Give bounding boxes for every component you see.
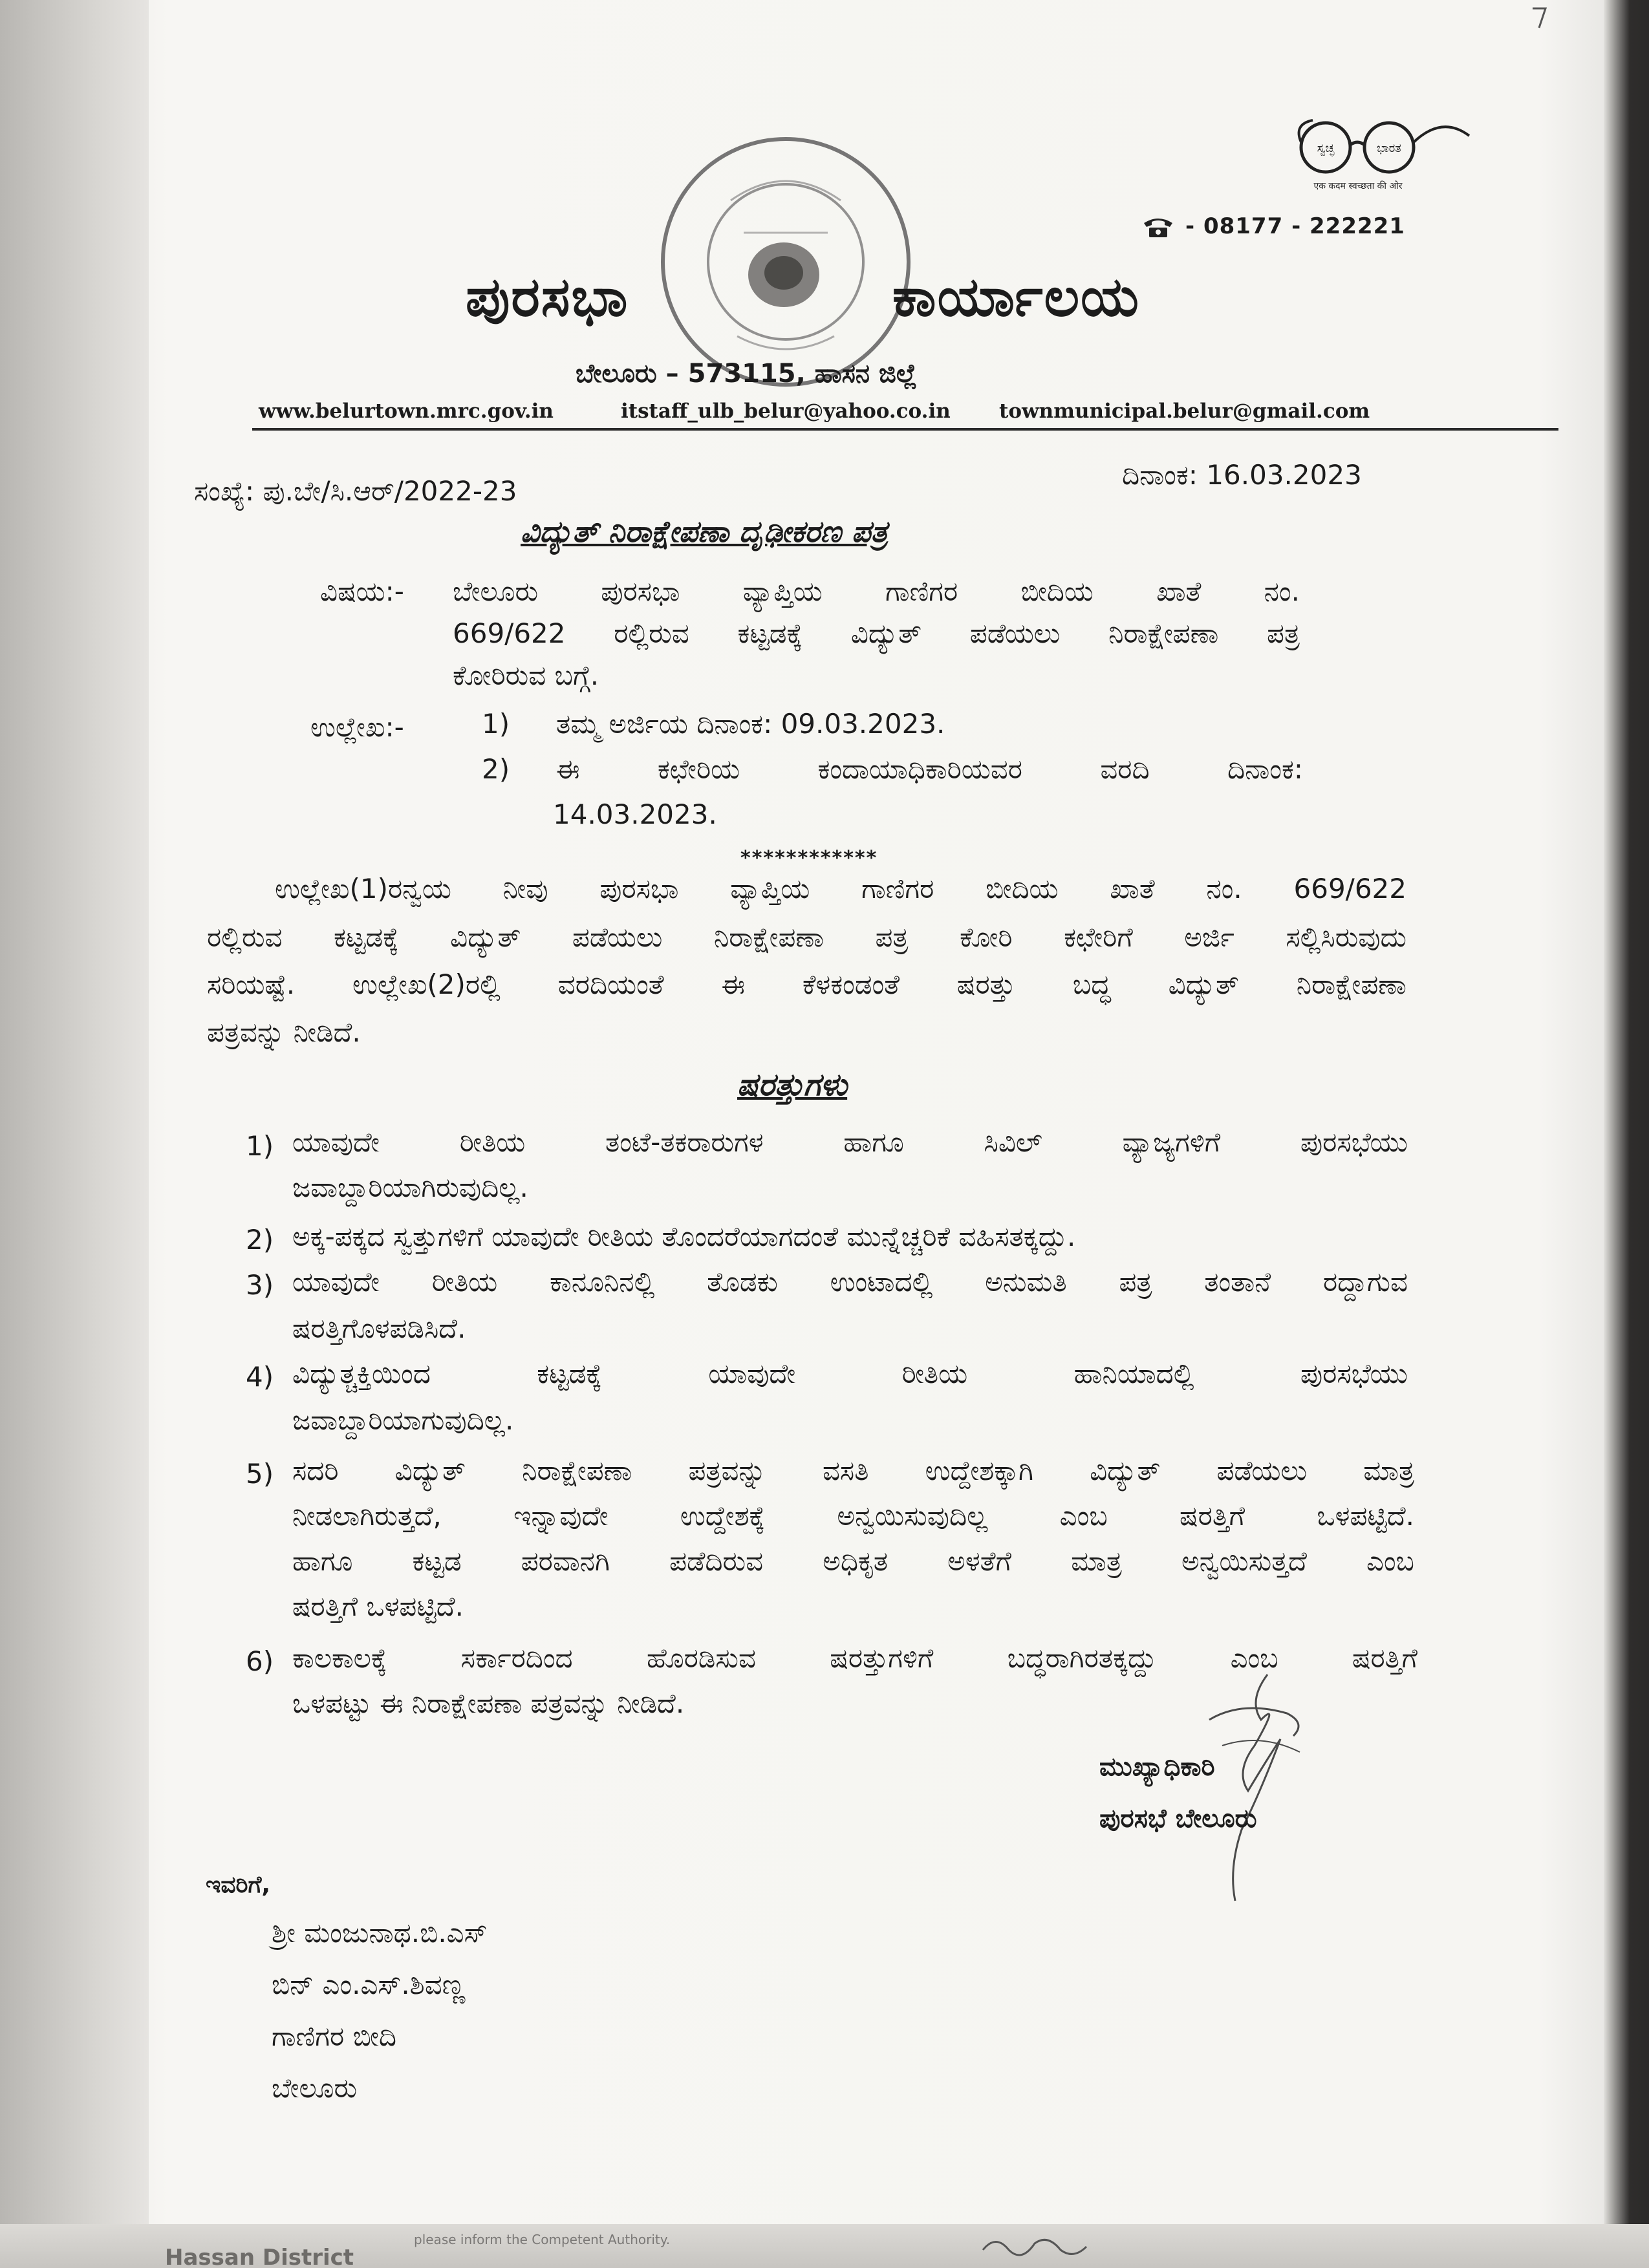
recipient-label: ಇವರಿಗೆ,	[206, 1872, 271, 1898]
condition-text: ಅಕ್ಕ-ಪಕ್ಕದ ಸ್ವತ್ತುಗಳಿಗೆ ಯಾವುದೇ ರೀತಿಯ ತೊಂದರೆಯಾಗದಂತೆ ಮುನ್ನೆಚ್ಚರಿಕೆ ವಹಿಸತಕ್ಕದ್ದು.	[292, 1221, 1076, 1252]
footer-left-text: Hassan District	[165, 2245, 354, 2268]
signatory-office: ಪುರಸಭೆ ಬೇಲೂರು	[1099, 1804, 1257, 1834]
corner-mark	[1526, 5, 1552, 31]
signatory-title: ಮುಖ್ಯಾಧಿಕಾರಿ	[1099, 1752, 1215, 1782]
reference-number: ಸಂಖ್ಯೆ: ಪು.ಬೇ/ಸಿ.ಆರ್/2022-23	[194, 475, 517, 507]
phone-number	[1141, 213, 1405, 239]
header-divider	[252, 428, 1558, 431]
condition-text: ಷರತ್ತಿಗೊಳಪಡಿಸಿದೆ.	[292, 1312, 466, 1344]
svg-text:एक कदम स्वच्छता की ओर: एक कदम स्वच्छता की ओर	[1313, 181, 1403, 191]
subject-line: ಬೇಲೂರು ಪುರಸಭಾ ವ್ಯಾಪ್ತಿಯ ಗಾಣಿಗರ ಬೀದಿಯ ಖಾತೆ ನಂ.	[453, 575, 1300, 607]
body-paragraph-line: ರಲ್ಲಿರುವ ಕಟ್ಟಡಕ್ಕೆ ವಿದ್ಯುತ್ ಪಡೆಯಲು ನಿರಾಕ್ಷೇಪಣಾ ಪತ್ರ ಕೋರಿ ಕಛೇರಿಗೆ ಅರ್ಜಿ ಸಲ್ಲಿಸಿರುವುದು	[207, 921, 1406, 953]
telephone-icon	[1141, 217, 1175, 239]
footer-scribble	[976, 2231, 1093, 2263]
condition-text: ಯಾವುದೇ ರೀತಿಯ ಕಾನೂನಿನಲ್ಲಿ ತೊಡಕು ಉಂಟಾದಲ್ಲಿ ಅನುಮತಿ ಪತ್ರ ತಂತಾನೆ ರದ್ದಾಗುವ	[292, 1266, 1408, 1298]
reference-number-1: 1)	[482, 708, 510, 740]
subject-label: ವಿಷಯ:-	[320, 575, 404, 607]
condition-number: 6)	[246, 1645, 274, 1677]
section-separator: ************	[740, 847, 878, 870]
condition-text: ವಿದ್ಯುತ್ಚಕ್ತಿಯಿಂದ ಕಟ್ಟಡಕ್ಕೆ ಯಾವುದೇ ರೀತಿಯ ಹಾನಿಯಾದಲ್ಲಿ ಪುರಸಭೆಯು	[292, 1358, 1408, 1389]
body-paragraph-line: ಪತ್ರವನ್ನು ನೀಡಿದೆ.	[207, 1016, 361, 1048]
condition-text: ಯಾವುದೇ ರೀತಿಯ ತಂಟೆ-ತಕರಾರುಗಳ ಹಾಗೂ ಸಿವಿಲ್ ವ್ಯಾಜ್ಯಗಳಿಗೆ ಪುರಸಭೆಯು	[292, 1126, 1408, 1158]
condition-number: 4)	[246, 1361, 274, 1393]
condition-text: ನೀಡಲಾಗಿರುತ್ತದೆ, ಇನ್ನಾವುದೇ ಉದ್ದೇಶಕ್ಕೆ ಅನ್ವಯಿಸುವುದಿಲ್ಲ ಎಂಬ ಷರತ್ತಿಗೆ ಒಳಪಟ್ಟಿದೆ.	[292, 1500, 1414, 1532]
reference-item: ತಮ್ಮ ಅರ್ಜಿಯ ದಿನಾಂಕ: 09.03.2023.	[556, 708, 945, 740]
email-link-1[interactable]: itstaff_ulb_belur@yahoo.co.in	[621, 400, 951, 423]
reference-number-2: 2)	[482, 753, 510, 785]
body-paragraph-line: ಉಲ್ಲೇಖ(1)ರನ್ವಯ ನೀವು ಪುರಸಭಾ ವ್ಯಾಪ್ತಿಯ ಗಾಣಿಗರ ಬೀದಿಯ ಖಾತೆ ನಂ. 669/622	[275, 873, 1406, 904]
svg-text:ಸ್ವಚ್ಛ: ಸ್ವಚ್ಛ	[1317, 142, 1335, 155]
reference-item: 14.03.2023.	[553, 798, 717, 830]
condition-text: ಷರತ್ತಿಗೆ ಒಳಪಟ್ಟಿದೆ.	[292, 1590, 464, 1622]
recipient-line: ಬೇಲೂರು	[272, 2072, 358, 2104]
condition-text: ಸದರಿ ವಿದ್ಯುತ್ ನಿರಾಕ್ಷೇಪಣಾ ಪತ್ರವನ್ನು ವಸತಿ ಉದ್ದೇಶಕ್ಕಾಗಿ ವಿದ್ಯುತ್ ಪಡೆಯಲು ಮಾತ್ರ	[292, 1455, 1414, 1486]
condition-number: 5)	[246, 1458, 274, 1490]
subject-line: 669/622 ರಲ್ಲಿರುವ ಕಟ್ಟಡಕ್ಕೆ ವಿದ್ಯುತ್ ಪಡೆಯಲು ನಿರಾಕ್ಷೇಪಣಾ ಪತ್ರ	[453, 617, 1300, 649]
condition-number: 3)	[246, 1269, 274, 1301]
email-link-2[interactable]: townmunicipal.belur@gmail.com	[999, 400, 1370, 423]
condition-text: ಕಾಲಕಾಲಕ್ಕೆ ಸರ್ಕಾರದಿಂದ ಹೊರಡಿಸುವ ಷರತ್ತುಗಳಿಗೆ ಬದ್ಧರಾಗಿರತಕ್ಕದ್ದು ಎಂಬ ಷರತ್ತಿಗೆ	[292, 1642, 1417, 1674]
recipient-line: ಬಿನ್ ಎಂ.ಎಸ್.ಶಿವಣ್ಣ	[272, 1969, 466, 2000]
website-link[interactable]: www.belurtown.mrc.gov.in	[259, 400, 554, 423]
svg-text:ಭಾರತ: ಭಾರತ	[1377, 142, 1401, 155]
office-address: ಬೇಲೂರು – 573115, ಹಾಸನ ಜಿಲ್ಲೆ	[576, 359, 918, 389]
condition-text: ಒಳಪಟ್ಟು ಈ ನಿರಾಕ್ಷೇಪಣಾ ಪತ್ರವನ್ನು ನೀಡಿದೆ.	[292, 1687, 685, 1719]
scan-border-right	[1604, 0, 1649, 2268]
conditions-heading: ಷರತ್ತುಗಳು	[737, 1067, 848, 1103]
office-title-left: ಪುರಸಭಾ	[466, 265, 629, 328]
footer-text: please inform the Competent Authority.	[414, 2232, 671, 2247]
handwritten-signature	[1170, 1662, 1339, 1907]
reference-item: ಈ ಕಛೇರಿಯ ಕಂದಾಯಾಧಿಕಾರಿಯವರ ವರದಿ ದಿನಾಂಕ:	[556, 753, 1303, 785]
document-heading: ವಿದ್ಯುತ್ ನಿರಾಕ್ಷೇಪಣಾ ದೃಢೀಕರಣ ಪತ್ರ	[521, 514, 888, 549]
recipient-line: ಗಾಣಿಗರ ಬೀದಿ	[272, 2020, 397, 2052]
office-title-right: ಕಾರ್ಯಾಲಯ	[892, 265, 1140, 328]
page-shadow-left	[0, 0, 149, 2268]
recipient-line: ಶ್ರೀ ಮಂಜುನಾಥ.ಬಿ.ಎಸ್	[272, 1917, 488, 1949]
subject-line: ಕೋರಿರುವ ಬಗ್ಗೆ.	[453, 659, 599, 691]
condition-number: 2)	[246, 1224, 274, 1256]
condition-number: 1)	[246, 1130, 274, 1162]
swachh-bharat-logo	[1287, 116, 1474, 194]
condition-text: ಹಾಗೂ ಕಟ್ಟಡ ಪರವಾನಗಿ ಪಡೆದಿರುವ ಅಧಿಕೃತ ಅಳತೆಗೆ ಮಾತ್ರ ಅನ್ವಯಿಸುತ್ತದೆ ಎಂಬ	[292, 1545, 1414, 1577]
condition-text: ಜವಾಬ್ದಾರಿಯಾಗುವುದಿಲ್ಲ.	[292, 1404, 514, 1436]
reference-label: ಉಲ್ಲೇಖ:-	[310, 711, 404, 743]
condition-text: ಜವಾಬ್ದಾರಿಯಾಗಿರುವುದಿಲ್ಲ.	[292, 1171, 528, 1203]
letter-date: ದಿನಾಂಕ: 16.03.2023	[1122, 459, 1362, 491]
body-paragraph-line: ಸರಿಯಷ್ಟೆ. ಉಲ್ಲೇಖ(2)ರಲ್ಲಿ ವರದಿಯಂತೆ ಈ ಕೆಳಕಂಡಂತೆ ಷರತ್ತು ಬದ್ಧ ವಿದ್ಯುತ್ ನಿರಾಕ್ಷೇಪಣಾ	[207, 968, 1406, 1000]
phone-text: - 08177 - 222221	[1185, 213, 1405, 239]
